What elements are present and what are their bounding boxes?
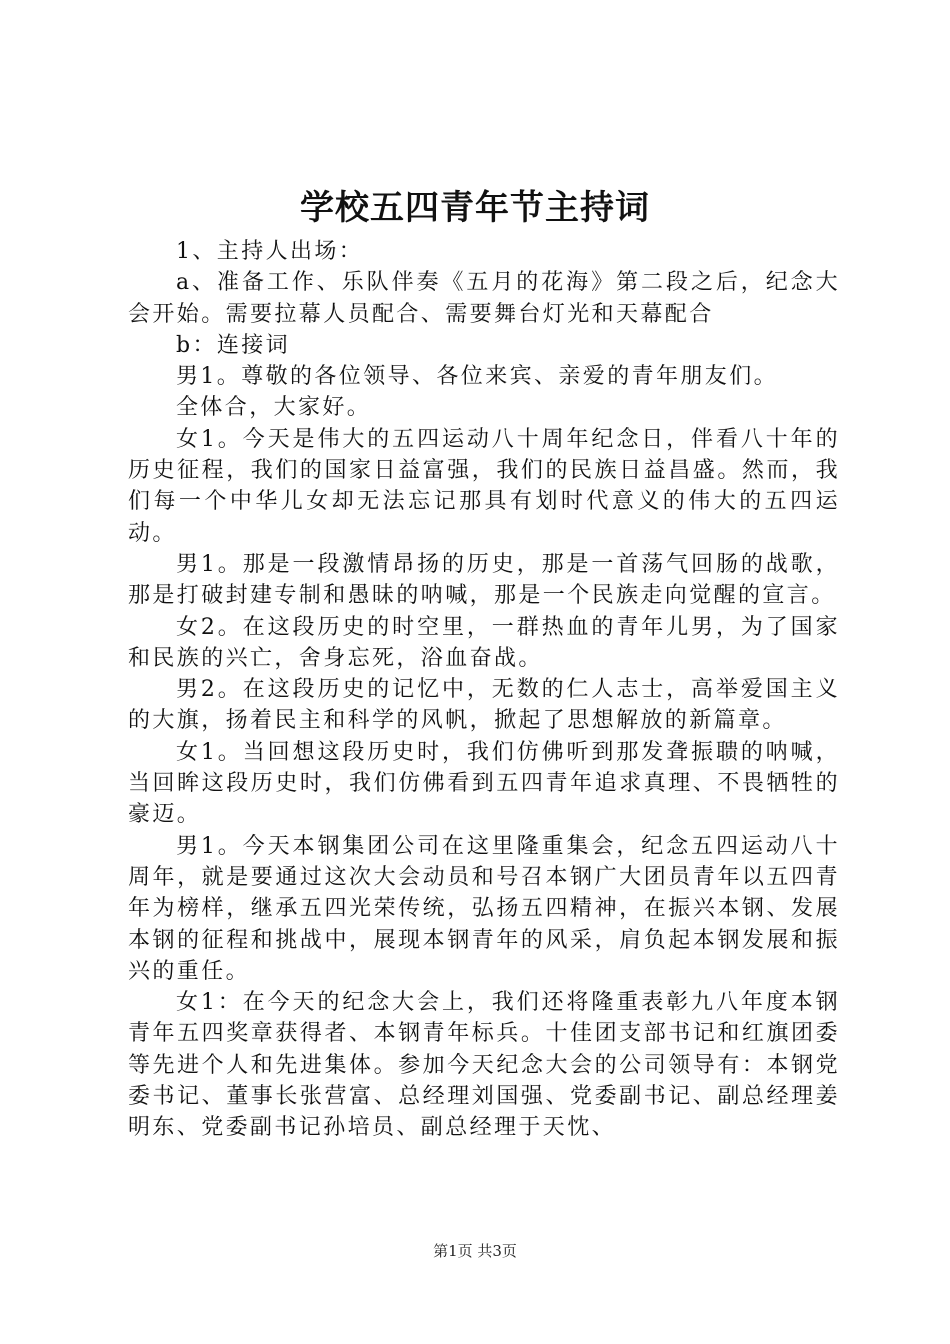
paragraph-9: 男2。在这段历史的记忆中，无数的仁人志士，高举爱国主义的大旗，扬着民主和科学的风帆，掀起了思想解放的新篇章。 — [128, 677, 840, 734]
paragraph-1: 1、主持人出场： — [176, 239, 364, 264]
paragraph-7: 男1。那是一段激情昂扬的历史，那是一首荡气回肠的战歌，那是打破封建专制和愚昧的呐喊，那是一个民族走向觉醒的宣言。 — [128, 551, 840, 609]
paragraph-12: 女1：在今天的纪念大会上，我们还将隆重表彰九八年度本钢青年五四奖章获得者、本钢青年标兵。十佳团支部书记和红旗团委等先进个人和先进集体。参加今天纪念大会的公司领导有：本钢党委书记、董事长张营富、总经理刘国强、党委副书记、副总经理姜明东、党委副书记孙培员、副总经理于天忱、 — [128, 990, 840, 1141]
paragraph-6: 女1。今天是伟大的五四运动八十周年纪念日，伴看八十年的历史征程，我们的国家日益富强，我们的民族日益昌盛。然而，我们每一个中华儿女却无法忘记那具有划时代意义的伟大的五四运动。 — [128, 426, 840, 546]
paragraph-8: 女2。在这段历史的时空里，一群热血的青年儿男，为了国家和民族的兴亡，舍身忘死，浴血奋战。 — [128, 614, 840, 671]
page-footer: 第1页 共3页 — [433, 1242, 517, 1260]
document-title: 学校五四青年节主持词 — [300, 188, 650, 228]
paragraph-4: 男1。尊敬的各位领导、各位来宾、亲爱的青年朋友们。 — [176, 364, 778, 390]
paragraph-11: 男1。今天本钢集团公司在这里隆重集会，纪念五四运动八十周年，就是要通过这次大会动员和号召本钢广大团员青年以五四青年为榜样，继承五四光荣传统，弘扬五四精神，在振兴本钢、发展本钢的征程和挑战中，展现本钢青年的风采，肩负起本钢发展和振兴的重任。 — [128, 833, 840, 984]
paragraph-2: a、准备工作、乐队伴奏《五月的花海》第二段之后，纪念大会开始。需要拉幕人员配合、需要舞台灯光和天幕配合 — [128, 270, 840, 327]
paragraph-3: b：连接词 — [176, 332, 291, 358]
paragraph-10: 女1。当回想这段历史时，我们仿佛听到那发聋振聩的呐喊，当回眸这段历史时，我们仿佛看到五四青年追求真理、不畏牺牲的豪迈。 — [128, 739, 840, 828]
document-body — [128, 236, 840, 1144]
paragraph-5: 全体合，大家好。 — [176, 395, 372, 421]
